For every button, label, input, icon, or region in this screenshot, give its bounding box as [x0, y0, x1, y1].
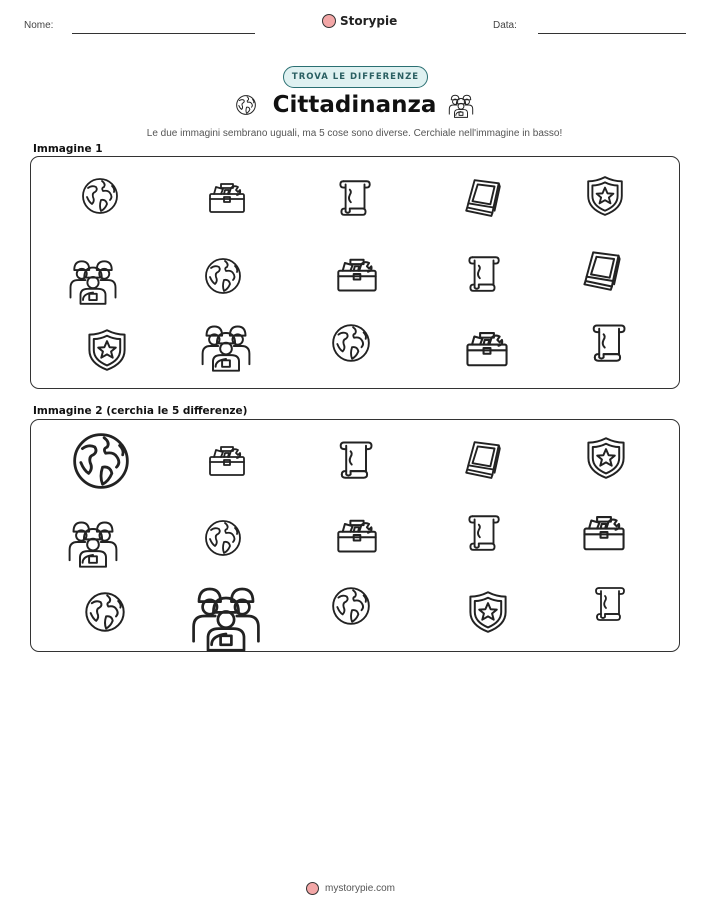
storypie-logo-icon [322, 14, 336, 28]
image2-label: Immagine 2 (cerchia le 5 differenze) [33, 405, 248, 417]
scroll-icon[interactable] [586, 320, 630, 364]
book-icon[interactable] [580, 248, 624, 292]
scroll-icon[interactable] [462, 511, 504, 553]
globe-icon[interactable] [83, 590, 127, 634]
book-icon[interactable] [462, 438, 504, 480]
page-title: Cittadinanza [272, 92, 437, 118]
worksheet-badge: TROVA LE DIFFERENZE [283, 66, 428, 88]
name-label: Nome: [24, 20, 54, 31]
workers-icon[interactable] [190, 580, 262, 652]
book-icon[interactable] [462, 176, 504, 218]
workers-icon[interactable] [67, 516, 119, 568]
shield-icon[interactable] [85, 328, 129, 372]
globe-icon[interactable] [70, 430, 132, 492]
globe-icon[interactable] [330, 585, 372, 627]
shield-icon[interactable] [466, 590, 510, 634]
toolbox-icon[interactable] [335, 513, 379, 557]
instructions: Le due immagini sembrano uguali, ma 5 cose sono diverse. Cerchiale nell'immagine in basso! [146, 128, 563, 139]
shield-icon[interactable] [584, 436, 628, 480]
toolbox-icon[interactable] [581, 509, 627, 555]
scroll-icon[interactable] [462, 252, 504, 294]
globe-icon[interactable] [80, 176, 120, 216]
scroll-icon[interactable] [333, 437, 377, 481]
workers-icon[interactable] [68, 255, 118, 305]
shield-icon[interactable] [584, 175, 626, 217]
date-line[interactable] [538, 33, 686, 34]
storypie-logo-icon [306, 882, 319, 895]
scroll-icon[interactable] [589, 583, 629, 623]
globe-icon[interactable] [203, 256, 243, 296]
footer [306, 882, 395, 895]
scroll-icon[interactable] [333, 176, 375, 218]
brand-logo [322, 14, 397, 28]
name-line[interactable] [72, 33, 255, 34]
workers-icon[interactable] [200, 320, 252, 372]
toolbox-icon[interactable] [464, 325, 510, 371]
footer-url[interactable]: mystorypie.com [325, 883, 396, 894]
toolbox-icon[interactable] [207, 177, 247, 217]
globe-icon[interactable] [203, 518, 243, 558]
image1-label: Immagine 1 [33, 143, 103, 155]
globe-icon[interactable] [330, 322, 372, 364]
date-label: Data: [493, 20, 517, 31]
workers-icon [446, 92, 476, 118]
toolbox-icon[interactable] [335, 252, 379, 296]
brand-name: Storypie [340, 14, 398, 28]
toolbox-icon[interactable] [207, 440, 247, 480]
